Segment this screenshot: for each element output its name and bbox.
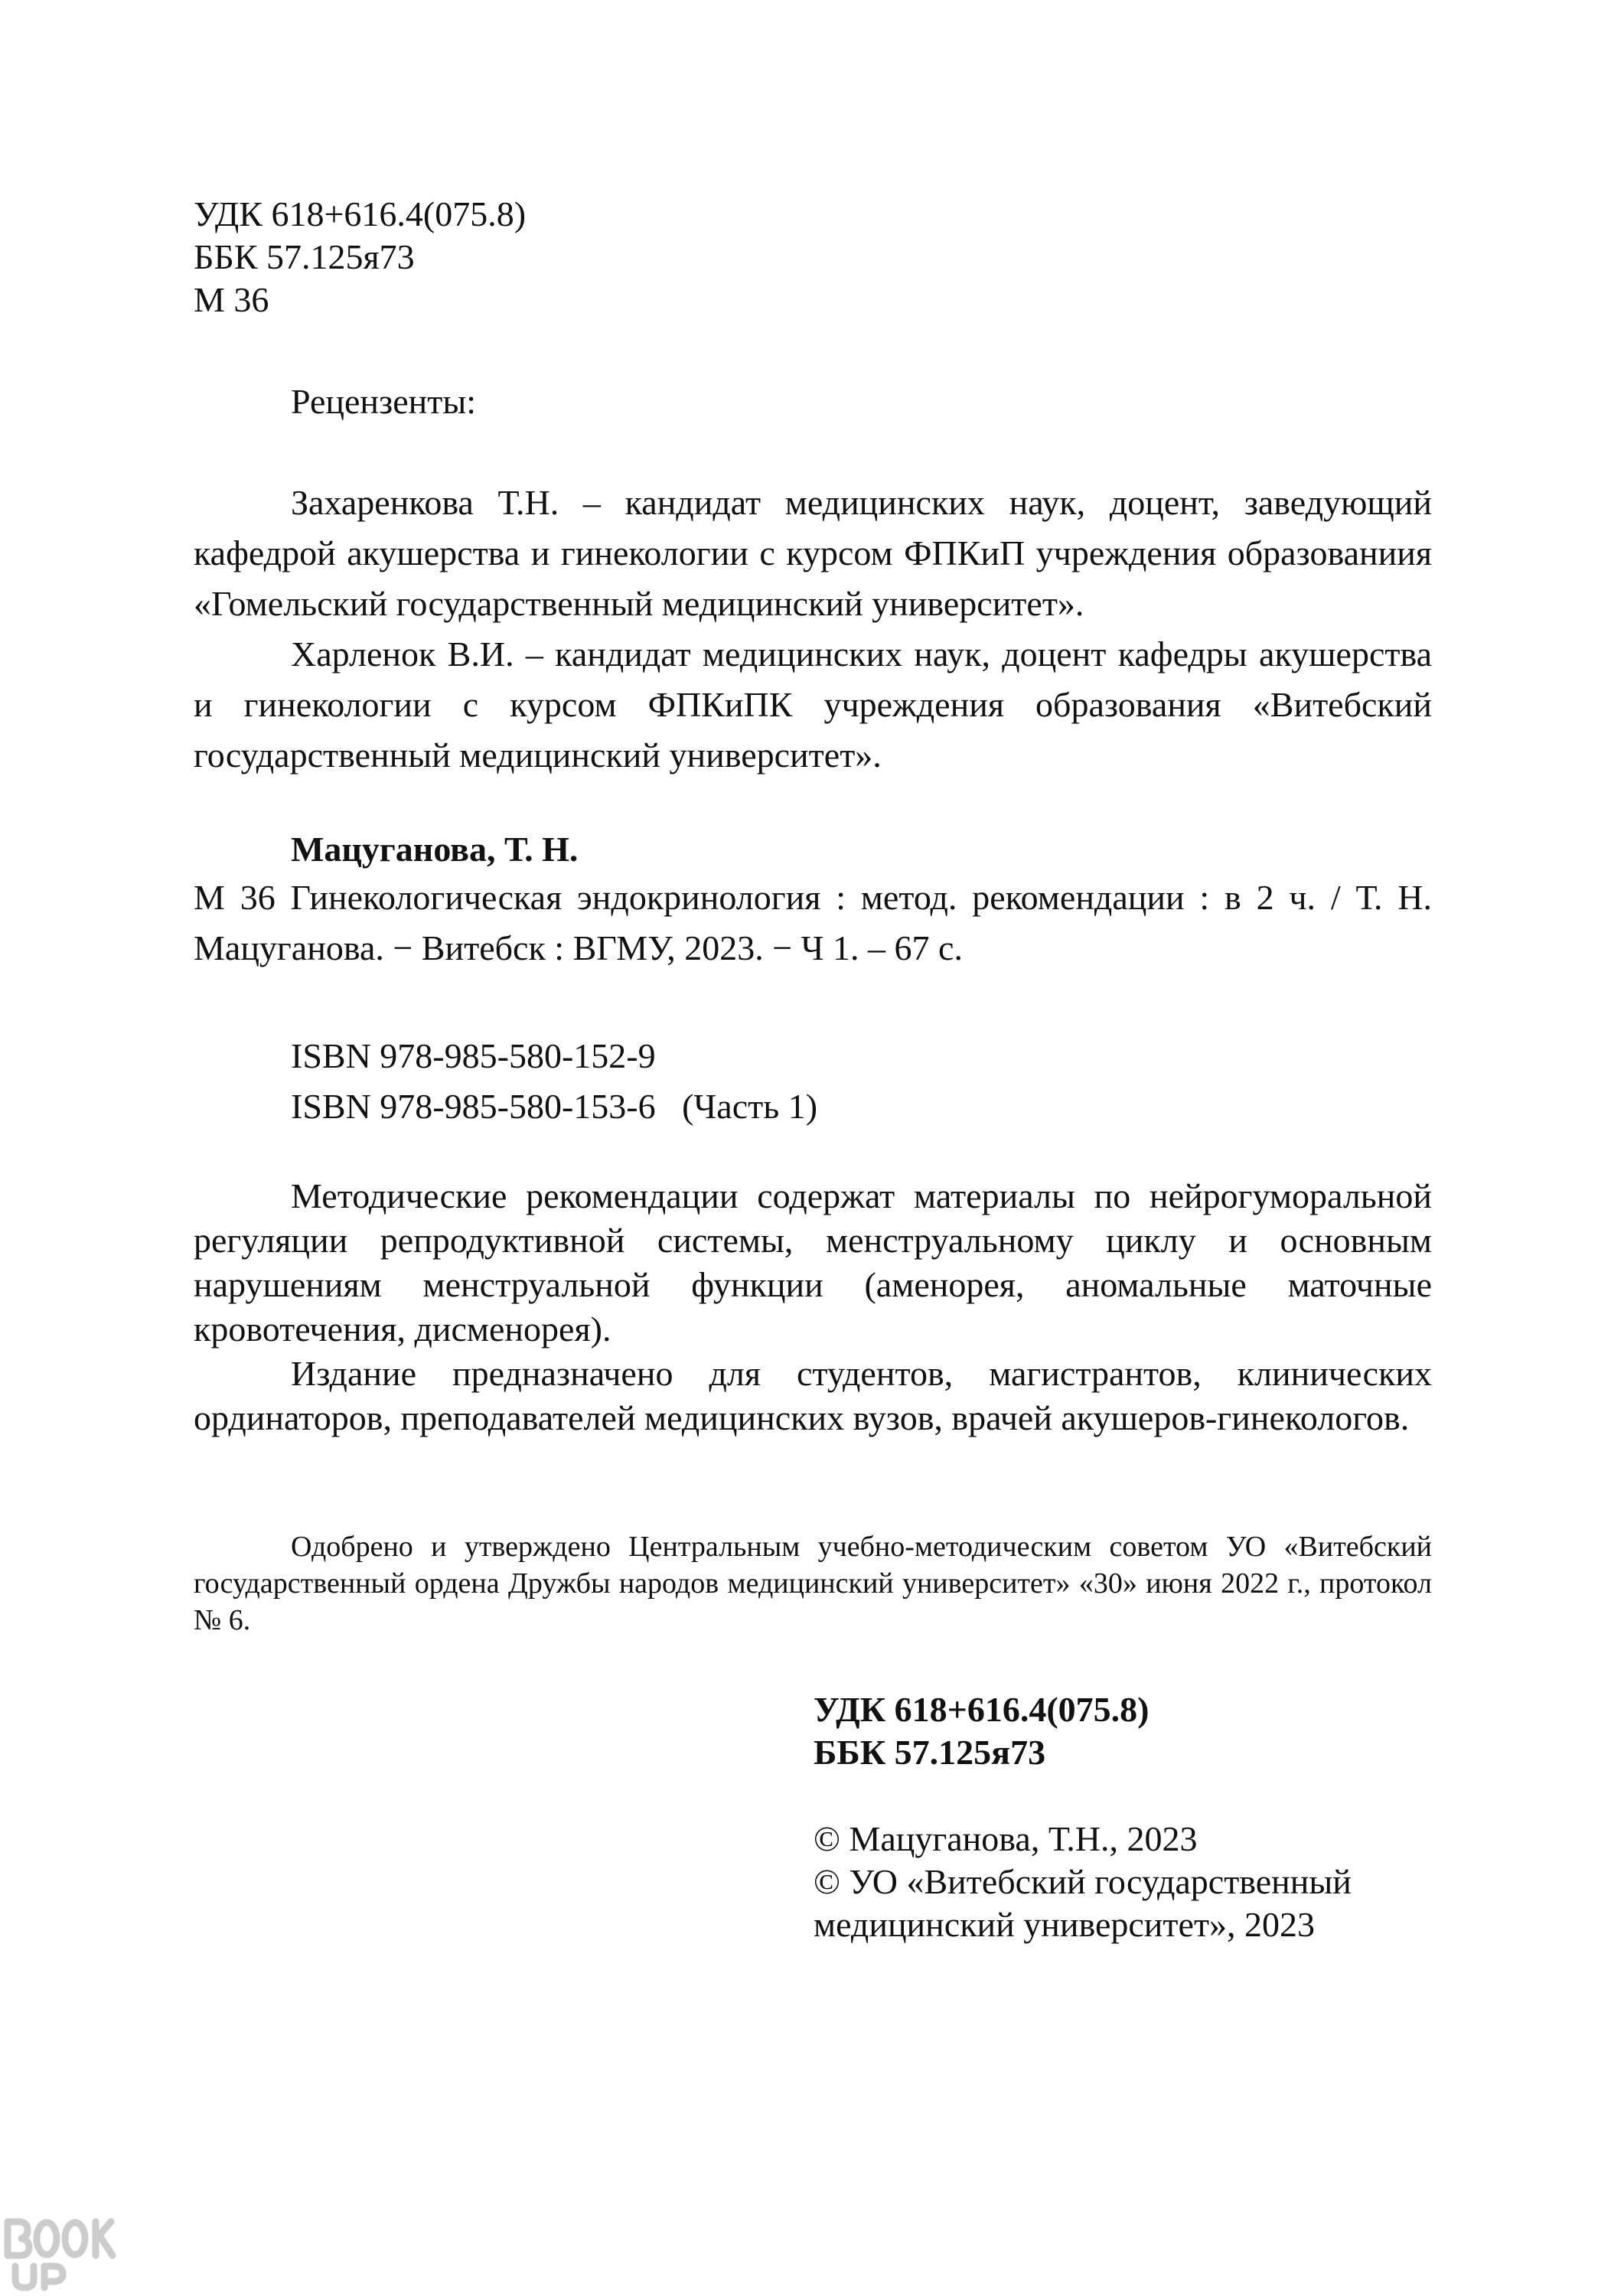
reviewer-item: Захаренкова Т.Н. – кандидат медицинских наук, доцент, заведующий кафедрой акушерства и гинекологии с курсом ФПКиП учреждения образованиия «Гомельский государственный медицинский университет». — [194, 483, 1432, 623]
bookup-watermark-logo — [0, 2216, 134, 2292]
copyright-block — [814, 1818, 1352, 1946]
isbn-line: ISBN 978-985-580-152-9 — [291, 1036, 656, 1075]
author-mark: М 36 — [194, 280, 269, 319]
abstract-paragraph: Издание предназначено для студентов, магистрантов, клинических ординаторов, преподавателей медицинских вузов, врачей акушеров-гинекологов. — [194, 1354, 1432, 1437]
approval-note — [194, 1528, 1432, 1639]
reviewers-list — [194, 478, 1432, 781]
abstract — [194, 1174, 1432, 1440]
bibliographic-entry: М 36 Гинекологическая эндокринология : метод. рекомендации : в 2 ч. / Т. Н. Мацуганова. − Витебск : ВГМУ, 2023. − Ч 1. – 67 с. — [194, 878, 1432, 967]
copyright-line: медицинский университет», 2023 — [814, 1905, 1316, 1944]
bbk-code: ББК 57.125я73 — [194, 237, 415, 276]
udk-code-right: УДК 618+616.4(075.8) — [814, 1690, 1150, 1729]
reviewers-title: Рецензенты: — [291, 382, 477, 421]
isbn-block — [291, 1031, 817, 1132]
reviewer-item: Харленок В.И. – кандидат медицинских наук, доцент кафедры акушерства и гинекологии с курсом ФПКиПК учреждения образования «Витебский государственный медицинский университет». — [194, 634, 1432, 775]
classification-right — [814, 1688, 1149, 1774]
bbk-code-right: ББК 57.125я73 — [814, 1733, 1046, 1772]
abstract-paragraph: Методические рекомендации содержат материалы по нейрогуморальной регуляции репродуктивной системы, менструальному циклу и основным нарушениям менструальной функции (аменорея, аномальные маточные кровотечения, дисменорея). — [194, 1176, 1432, 1349]
classification-block — [194, 193, 526, 321]
udk-code: УДК 618+616.4(075.8) — [194, 194, 527, 233]
author-heading: Мацуганова, Т. Н. — [291, 830, 579, 869]
isbn-line: ISBN 978-985-580-153-6 (Часть 1) — [291, 1087, 818, 1126]
copyright-line: © УО «Витебский государственный — [814, 1862, 1352, 1901]
copyright-line: © Мацуганова, Т.Н., 2023 — [814, 1819, 1198, 1858]
approval-text: Одобрено и утверждено Центральным учебно-методическим советом УО «Витебский государственный ордена Дружбы народов медицинский университет» «30» июня 2022 г., протокол № 6. — [194, 1531, 1432, 1636]
